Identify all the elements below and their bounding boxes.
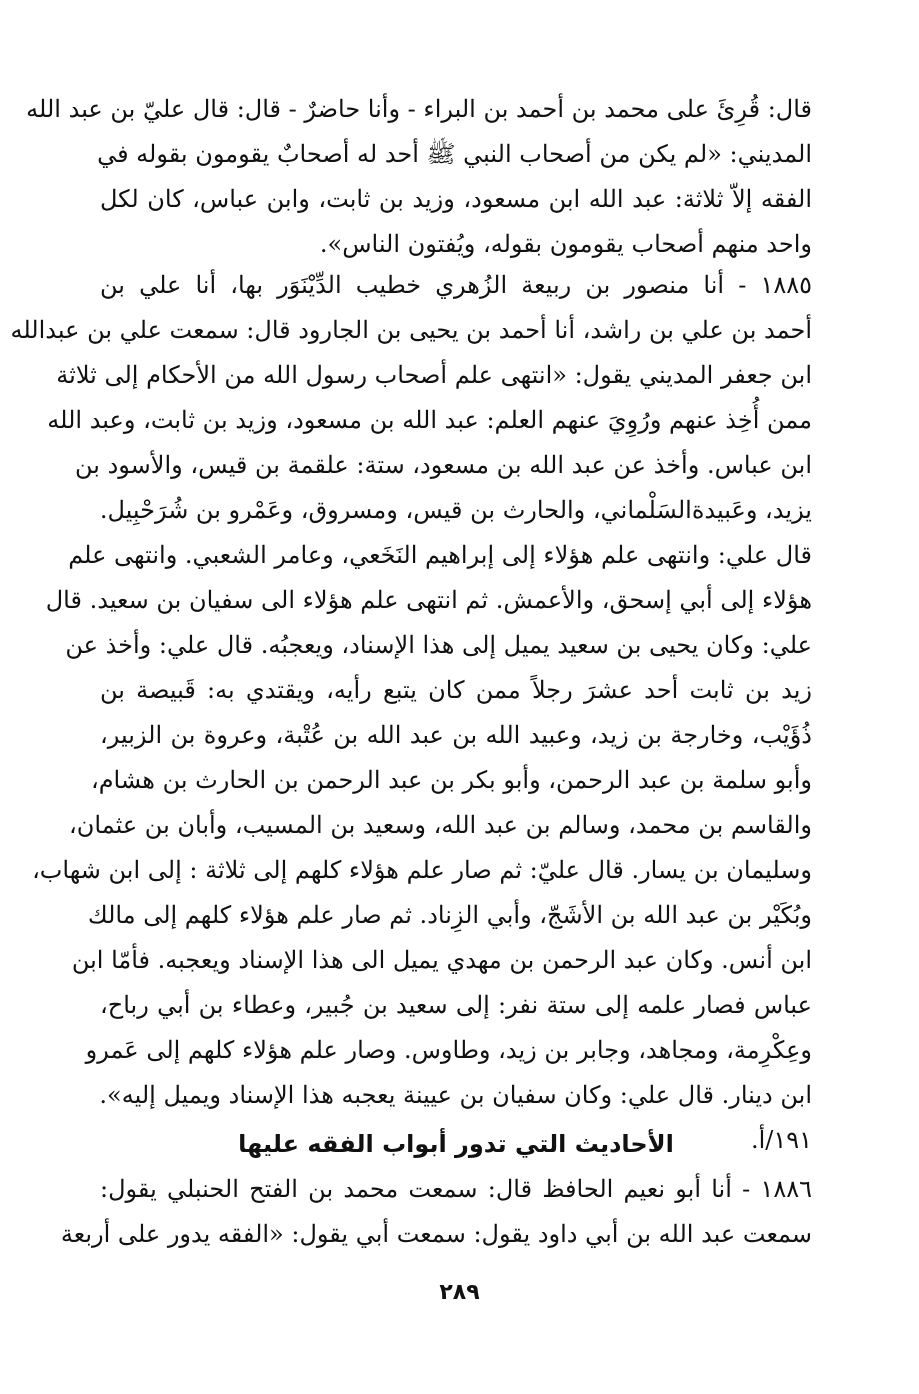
text-line: ابن دينار. قال علي: وكان سفيان بن عيينة يعجبه هذا الإسناد ويميل إليه». <box>99 1081 812 1109</box>
text-line: المديني: «لم يكن من أصحاب النبي ﷺ أحد له أصحابٌ يقومون بقوله في <box>97 140 812 168</box>
text-line: ذُؤَيْب، وخارجة بن زيد، وعبيد الله بن عبد الله بن عُتْبة، وعروة بن الزبير، <box>100 721 812 749</box>
text-line: زيد بن ثابت أحد عشرَ رجلاً ممن كان يتبع رأيه، ويقتدي به: قَبيصة بن <box>100 676 813 704</box>
text-line: وعِكْرِمة، ومجاهد، وجابر بن زيد، وطاوس. وصار علم هؤلاء كلهم إلى عَمرو <box>85 1036 812 1064</box>
text-line: علي: وكان يحيى بن سعيد يميل إلى هذا الإسناد، ويعجبُه. قال علي: وأخذ عن <box>65 631 812 659</box>
text-line: وسليمان بن يسار. قال عليّ: ثم صار علم هؤلاء كلهم إلى ثلاثة : إلى ابن شهاب، <box>32 856 812 884</box>
hadith-1886 <box>60 1167 812 1257</box>
text-line: ابن أنس. وكان عبد الرحمن بن مهدي يميل الى هذا الإسناد ويعجبه. فأمّا ابن <box>71 946 812 974</box>
text-line: عباس فصار علمه إلى ستة نفر: إلى سعيد بن جُبير، وعطاء بن أبي رباح، <box>100 991 812 1019</box>
text-line: الفقه إلاّ ثلاثة: عبد الله ابن مسعود، وزيد بن ثابت، وابن عباس، كان لكل <box>100 185 812 213</box>
text-line: هؤلاء إلى أبي إسحق، والأعمش. ثم انتهى علم هؤلاء الى سفيان بن سعيد. قال <box>45 586 812 614</box>
text-line: ١٨٨٦ - أنا أبو نعيم الحافظ قال: سمعت محمد بن الفتح الحنبلي يقول: <box>100 1175 812 1203</box>
folio-marker: ١٩١/أ. <box>750 1126 812 1154</box>
section-heading: الأحاديث التي تدور أبواب الفقه عليها <box>238 1130 674 1158</box>
text-line: قال: قُرِئَ على محمد بن أحمد بن البراء - وأنا حاضرٌ - قال: قال عليّ بن عبد الله <box>26 95 812 123</box>
text-line: ممن أُخِذ عنهم ورُوِيَ عنهم العلم: عبد الله بن مسعود، وزيد بن ثابت، وعبد الله <box>47 406 812 434</box>
text-line: واحد منهم أصحاب يقومون بقوله، ويُفتون الناس». <box>319 230 812 258</box>
text-line: والقاسم بن محمد، وسالم بن عبد الله، وسعيد بن المسيب، وأبان بن عثمان، <box>69 811 812 839</box>
text-line: ١٨٨٥ - أنا منصور بن ربيعة الزُهري خطيب الدِّيْنَوَر بها، أنا علي بن <box>100 271 812 299</box>
text-line: وأبو سلمة بن عبد الرحمن، وأبو بكر بن عبد الرحمن بن الحارث بن هشام، <box>90 766 812 794</box>
text-line: ابن عباس. وأخذ عن عبد الله بن مسعود، ستة: علقمة بن قيس، والأسود بن <box>74 451 812 479</box>
paragraph-1 <box>26 87 812 267</box>
page-number: ٢٨٩ <box>439 1280 480 1305</box>
text-line: أحمد بن علي بن راشد، أنا أحمد بن يحيى بن الجارود قال: سمعت علي بن عبدالله <box>10 316 812 344</box>
hadith-1885 <box>10 263 813 1163</box>
text-line: وبُكَيْر بن عبد الله بن الأشَجّ، وأبي الزِناد. ثم صار علم هؤلاء كلهم إلى مالك <box>87 901 812 929</box>
text-line: سمعت عبد الله بن أبي داود يقول: سمعت أبي يقول: «الفقه يدور على أربعة <box>60 1220 812 1248</box>
text-line: يزيد، وعَبيدةالسَلْماني، والحارث بن قيس، ومسروق، وعَمْرو بن شُرَحْبِيل. <box>99 496 812 524</box>
text-line: ابن جعفر المديني يقول: «انتهى علم أصحاب رسول الله من الأحكام إلى ثلاثة <box>56 361 812 389</box>
text-line: قال علي: وانتهى علم هؤلاء إلى إبراهيم النَخَعي، وعامر الشعبي. وانتهى علم <box>68 541 812 569</box>
